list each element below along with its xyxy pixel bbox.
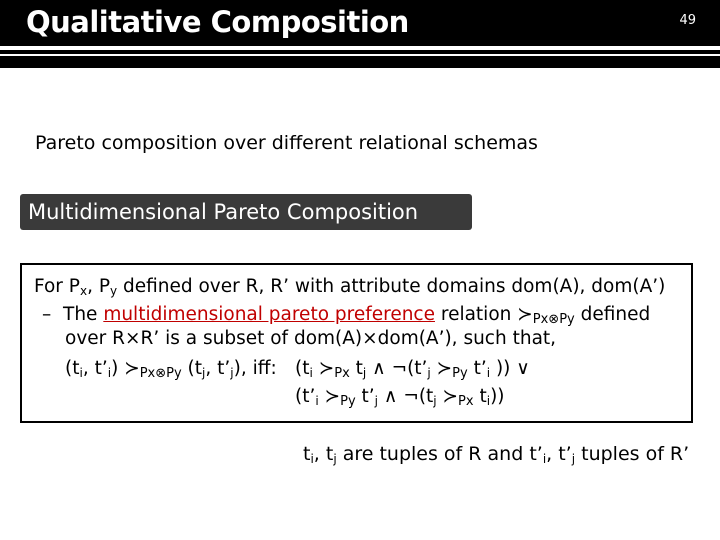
highlighted-term: multidimensional pareto preference	[103, 304, 435, 325]
header-rule-thin	[0, 50, 720, 54]
text: (t	[181, 358, 203, 379]
footnote	[303, 442, 689, 466]
subscript: i	[310, 452, 314, 466]
subscript: i	[486, 366, 491, 380]
text: defined over R, R’ with attribute domains dom(A), dom(A’)	[117, 276, 666, 297]
text: tuples of R’	[575, 443, 690, 465]
page-number: 49	[679, 13, 696, 28]
slide-subtitle: Pareto composition over different relational schemas	[35, 132, 538, 154]
text: ∧ ¬(t	[378, 386, 434, 407]
text: t	[349, 358, 363, 379]
dash-bullet: –	[42, 304, 52, 325]
text: t	[473, 386, 487, 407]
text: , P	[87, 276, 110, 297]
section-header-label: Multidimensional Pareto Composition	[28, 200, 419, 224]
subscript: Px	[458, 394, 474, 409]
text: (t’	[295, 386, 316, 407]
text: ), iff:	[233, 358, 277, 379]
text: For P	[34, 276, 80, 297]
definition-line-5	[295, 385, 505, 409]
definition-line-4-condition	[295, 357, 530, 381]
subscript: j	[202, 366, 206, 380]
text: , t’	[546, 443, 572, 465]
subscript: Px⊗Py	[139, 366, 182, 381]
header-rule-thick	[0, 56, 720, 68]
text: )	[111, 358, 125, 379]
subscript: j	[230, 366, 234, 380]
preference-operator: ≻	[517, 304, 533, 325]
preference-operator: ≻	[436, 358, 453, 379]
text: ∧ ¬(t’	[366, 358, 428, 379]
text: , t’	[82, 358, 108, 379]
definition-line-3: over R×R’ is a subset of dom(A)×dom(A’), such that,	[65, 328, 557, 349]
definition-line-1	[34, 275, 665, 299]
definition-line-2	[42, 303, 650, 327]
subscript: Py	[452, 366, 468, 381]
title-bar	[0, 0, 720, 46]
subscript: i	[79, 366, 83, 380]
text: t’	[355, 386, 375, 407]
slide-title: Qualitative Composition	[26, 5, 409, 39]
subscript: j	[374, 394, 379, 408]
subscript: Px	[334, 366, 350, 381]
subscript: j	[571, 452, 576, 466]
text: ))	[490, 386, 505, 407]
text: , t’	[205, 358, 231, 379]
text: t	[303, 443, 311, 465]
preference-operator: ≻	[318, 358, 335, 379]
subscript: i	[309, 366, 313, 380]
preference-operator: ≻	[124, 358, 140, 379]
text: The	[63, 304, 104, 325]
subscript: j	[362, 366, 367, 380]
subscript: y	[109, 284, 118, 298]
text: relation	[434, 304, 518, 325]
text: defined	[574, 304, 651, 325]
subscript: i	[486, 394, 491, 408]
subscript: Px⊗Py	[532, 312, 575, 327]
text: )) ∨	[490, 358, 530, 379]
subscript: Py	[340, 394, 356, 409]
text: (t	[65, 358, 80, 379]
subscript: i	[542, 452, 547, 466]
subscript: i	[315, 394, 319, 408]
subscript: x	[79, 284, 88, 298]
text: (t	[295, 358, 310, 379]
preference-operator: ≻	[442, 386, 459, 407]
preference-operator: ≻	[324, 386, 341, 407]
text: t’	[467, 358, 487, 379]
text: are tuples of R and t’	[336, 443, 543, 465]
definition-line-4	[65, 357, 277, 381]
subscript: j	[427, 366, 431, 380]
subscript: j	[433, 394, 437, 408]
subscript: j	[333, 452, 337, 466]
definition-box	[20, 263, 693, 423]
text: , t	[313, 443, 334, 465]
section-header	[20, 194, 472, 230]
subscript: i	[107, 366, 112, 380]
